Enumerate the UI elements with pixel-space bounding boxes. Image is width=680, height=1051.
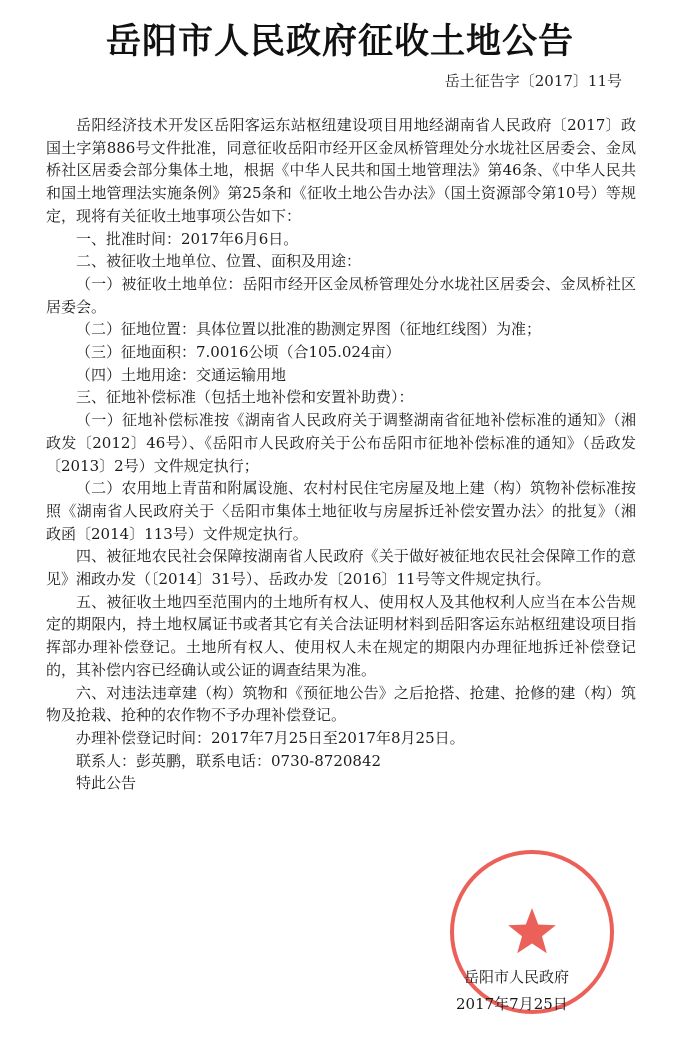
contact-info: 联系人：彭英鹏，联系电话：0730-8720842: [76, 751, 382, 770]
signer-name: 岳阳市人民政府: [464, 968, 570, 986]
notice-body: [46, 114, 636, 795]
closing-phrase: 特此公告: [76, 774, 137, 793]
item-social-security: 四、被征地农民社会保障按湖南省人民政府《关于做好被征地农民社会保障工作的意见》湘政办发（〔2014〕31号）、岳政办发〔2016〕11号等文件规定执行。: [46, 547, 636, 589]
item-compensation-heading: 三、征地补偿标准（包括土地补偿和安置补助费）：: [76, 388, 414, 407]
registration-period: 办理补偿登记时间：2017年7月25日至2017年8月25日。: [76, 728, 465, 747]
document-number: 岳土征告字〔2017〕11号: [444, 72, 622, 90]
notice-title: 岳阳市人民政府征收土地公告: [105, 21, 574, 62]
item-land-location: （二）征地位置：具体位置以批准的勘测定界图（征地红线图）为准；: [76, 320, 542, 339]
intro-paragraph: 岳阳经济技术开发区岳阳客运东站枢纽建设项目用地经湖南省人民政府〔2017〕政国土字第886号文件批准，同意征收岳阳市经开区金凤桥管理处分水垅社区居委会、金凤桥社区居委会部分集体土地，根据《中华人民共和国土地管理法》第46条、《中华人民共和国土地管理法实施条例》第25条和《征收土地公告办法》（国土资源部令第10号）等规定，现将有关征收土地事项公告如下：: [46, 116, 636, 225]
item-registration-requirement: 五、被征收土地四至范围内的土地所有权人、使用权人及其他权利人应当在本公告规定的期限内，持土地权属证书或者其它有关合法证明材料到岳阳客运东站枢纽建设项目指挥部办理补偿登记。土地所有权人、使用权人未在规定的期限内办理征地拆迁补偿登记的，其补偿内容已经确认或公证的调查结果为准。: [46, 592, 636, 679]
item-crops-buildings-compensation: （二）农用地上青苗和附属设施、农村村民住宅房屋及地上建（构）筑物补偿标准按照《湖南省人民政府关于〈岳阳市集体土地征收与房屋拆迁补偿安置办法〉的批复》（湘政函〔2014〕113号）文件规定执行。: [46, 479, 636, 543]
item-illegal-buildings: 六、对违法违章建（构）筑物和《预征地公告》之后抢搭、抢建、抢修的建（构）筑物及抢栽、抢种的农作物不予办理补偿登记。: [46, 683, 636, 725]
signature-date: 2017年7月25日: [456, 995, 568, 1013]
official-seal: [448, 848, 616, 1016]
item-approval-time: 一、批准时间：2017年6月6日。: [76, 229, 299, 248]
seal-star-icon: [508, 908, 556, 953]
item-land-info-heading: 二、被征收土地单位、位置、面积及用途：: [76, 252, 362, 271]
item-land-units: （一）被征收土地单位：岳阳市经开区金凤桥管理处分水垅社区居委会、金凤桥社区居委会。: [46, 274, 636, 316]
item-land-use: （四）土地用途：交通运输用地: [76, 365, 287, 384]
item-compensation-standard: （一）征地补偿标准按《湖南省人民政府关于调整湖南省征地补偿标准的通知》（湘政发〔2012〕46号）、《岳阳市人民政府关于公布岳阳市征地补偿标准的通知》（岳政发〔2013〕2号）文件规定执行；: [46, 411, 636, 475]
item-land-area: （三）征地面积：7.0016公顷（合105.024亩）: [76, 343, 401, 362]
